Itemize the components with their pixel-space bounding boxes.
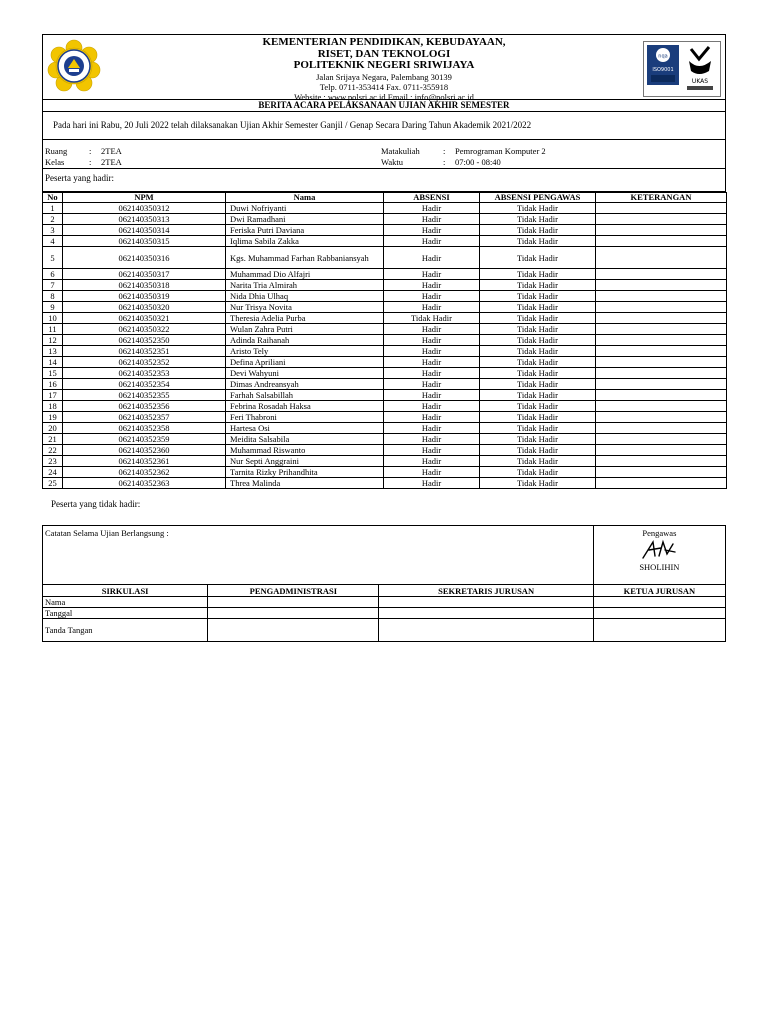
- cell-npm: 062140350315: [63, 236, 226, 247]
- cell-absensi-pengawas: Tidak Hadir: [480, 401, 596, 412]
- letterhead-text: [43, 37, 725, 102]
- cell-absensi: Hadir: [384, 291, 480, 302]
- cell-absensi-pengawas: Tidak Hadir: [480, 467, 596, 478]
- cell-no: 25: [43, 478, 63, 489]
- cell-nama: Nur Septi Anggraini: [226, 456, 384, 467]
- cell-absensi-pengawas: Tidak Hadir: [480, 412, 596, 423]
- colon: :: [89, 146, 92, 156]
- cell-no: 24: [43, 467, 63, 478]
- cell-keterangan: [596, 346, 727, 357]
- cell-no: 21: [43, 434, 63, 445]
- cell-nama: Defina Apriliani: [226, 357, 384, 368]
- cell-nama: Theresia Adelia Purba: [226, 313, 384, 324]
- cell-nama: Nur Trisya Novita: [226, 302, 384, 313]
- cell-nama: Dimas Andreansyah: [226, 379, 384, 390]
- kelas-label: Kelas: [45, 157, 65, 167]
- website-email: Website : www.polsri.ac.id Email : info@polsri.ac.id: [294, 91, 474, 102]
- cell-absensi-pengawas: Tidak Hadir: [480, 390, 596, 401]
- cell-keterangan: [596, 247, 727, 269]
- sirkulasi-header: SIRKULASI: [43, 585, 208, 597]
- table-row: [43, 346, 727, 357]
- cell-npm: 062140350318: [63, 280, 226, 291]
- cell-absensi: Hadir: [384, 247, 480, 269]
- cell-npm: 062140350321: [63, 313, 226, 324]
- colon: :: [89, 157, 92, 167]
- cell-no: 15: [43, 368, 63, 379]
- sirkulasi-row-nama: [43, 597, 726, 608]
- cell-absensi-pengawas: Tidak Hadir: [480, 302, 596, 313]
- cell-no: 19: [43, 412, 63, 423]
- cell-absensi: Hadir: [384, 280, 480, 291]
- cell-nama: Devi Wahyuni: [226, 368, 384, 379]
- cell-absensi: Hadir: [384, 302, 480, 313]
- kelas-row: [45, 157, 122, 167]
- cell-absensi: Hadir: [384, 478, 480, 489]
- cell-nama: Feriska Putri Daviana: [226, 225, 384, 236]
- cell-keterangan: [596, 357, 727, 368]
- sirkulasi-row-tanggal: [43, 608, 726, 619]
- sirkulasi-header-row: [43, 585, 726, 597]
- cell-npm: 062140352358: [63, 423, 226, 434]
- table-row: [43, 478, 727, 489]
- cell-no: 22: [43, 445, 63, 456]
- svg-text:ISO9001: ISO9001: [652, 67, 674, 73]
- cell-keterangan: [596, 324, 727, 335]
- cell-no: 7: [43, 280, 63, 291]
- cell-absensi-pengawas: Tidak Hadir: [480, 291, 596, 302]
- colon: :: [443, 157, 446, 167]
- cell-nama: Duwi Nofriyanti: [226, 203, 384, 214]
- table-row: [43, 390, 727, 401]
- attendance-header-row: [43, 193, 727, 203]
- cell-no: 11: [43, 324, 63, 335]
- exam-info: [42, 140, 726, 169]
- cell-absensi: Hadir: [384, 236, 480, 247]
- pengawas-name: SHOLIHIN: [639, 562, 680, 572]
- cell-absensi-pengawas: Tidak Hadir: [480, 445, 596, 456]
- table-row: [43, 302, 727, 313]
- institution-name: POLITEKNIK NEGERI SRIWIJAYA: [293, 59, 475, 71]
- cell-keterangan: [596, 412, 727, 423]
- cell-absensi-pengawas: Tidak Hadir: [480, 379, 596, 390]
- cell-absensi: Hadir: [384, 346, 480, 357]
- cell-absensi: Hadir: [384, 324, 480, 335]
- address: Jalan Srijaya Negara, Palembang 30139: [316, 71, 452, 82]
- cell-npm: 062140352355: [63, 390, 226, 401]
- cell-no: 3: [43, 225, 63, 236]
- cell-absensi-pengawas: Tidak Hadir: [480, 269, 596, 280]
- cell-keterangan: [596, 203, 727, 214]
- cell-no: 2: [43, 214, 63, 225]
- cell-absensi-pengawas: Tidak Hadir: [480, 203, 596, 214]
- cell-absensi-pengawas: Tidak Hadir: [480, 335, 596, 346]
- svg-text:UKAS: UKAS: [691, 78, 709, 85]
- cell-no: 16: [43, 379, 63, 390]
- table-row: [43, 379, 727, 390]
- cell-nama: Kgs. Muhammad Farhan Rabbaniansyah: [226, 247, 384, 269]
- document-title: BERITA ACARA PELAKSANAAN UJIAN AKHIR SEMESTER: [42, 100, 726, 112]
- cell-absensi: Hadir: [384, 225, 480, 236]
- cell-absensi: Hadir: [384, 467, 480, 478]
- cell-absensi: Hadir: [384, 203, 480, 214]
- kelas-value: 2TEA: [101, 157, 122, 167]
- cell-keterangan: [596, 434, 727, 445]
- table-row: [43, 467, 727, 478]
- cell-keterangan: [596, 302, 727, 313]
- cell-nama: Adinda Raihanah: [226, 335, 384, 346]
- cell-no: 10: [43, 313, 63, 324]
- cell-keterangan: [596, 456, 727, 467]
- cell-absensi: Hadir: [384, 390, 480, 401]
- cell-nama: Meidita Salsabila: [226, 434, 384, 445]
- cell-npm: 062140352357: [63, 412, 226, 423]
- table-row: [43, 280, 727, 291]
- table-row: [43, 401, 727, 412]
- table-row: [43, 313, 727, 324]
- table-row: [43, 214, 727, 225]
- attendance-table: [42, 192, 727, 489]
- empty-cell: [379, 608, 593, 619]
- signature-icon: [639, 538, 679, 562]
- cell-keterangan: [596, 214, 727, 225]
- ministry-line2: RISET, DAN TEKNOLOGI: [317, 47, 451, 60]
- ruang-label: Ruang: [45, 146, 68, 156]
- cell-absensi-pengawas: Tidak Hadir: [480, 346, 596, 357]
- present-label: Peserta yang hadir:: [42, 169, 726, 192]
- cell-keterangan: [596, 478, 727, 489]
- cell-no: 17: [43, 390, 63, 401]
- row-label-tanda-tangan: Tanda Tangan: [43, 619, 208, 642]
- cell-absensi: Hadir: [384, 445, 480, 456]
- col-npm: NPM: [63, 193, 226, 203]
- cell-npm: 062140350314: [63, 225, 226, 236]
- cell-npm: 062140352356: [63, 401, 226, 412]
- empty-cell: [208, 597, 379, 608]
- notes-signature-table: [42, 525, 726, 642]
- table-row: [43, 423, 727, 434]
- cell-absensi-pengawas: Tidak Hadir: [480, 280, 596, 291]
- cell-keterangan: [596, 379, 727, 390]
- cell-no: 1: [43, 203, 63, 214]
- matkul-value: Pemrograman Komputer 2: [455, 146, 546, 156]
- cell-no: 9: [43, 302, 63, 313]
- cell-absensi: Hadir: [384, 214, 480, 225]
- cell-npm: 062140350320: [63, 302, 226, 313]
- cell-nama: Hartesa Osi: [226, 423, 384, 434]
- sekretaris-header: SEKRETARIS JURUSAN: [379, 585, 593, 597]
- cell-npm: 062140350313: [63, 214, 226, 225]
- cell-npm: 062140352350: [63, 335, 226, 346]
- col-absensi: ABSENSI: [384, 193, 480, 203]
- letterhead: [42, 34, 726, 100]
- cell-absensi-pengawas: Tidak Hadir: [480, 214, 596, 225]
- cell-no: 4: [43, 236, 63, 247]
- cell-absensi-pengawas: Tidak Hadir: [480, 236, 596, 247]
- col-no: No: [43, 193, 63, 203]
- cell-absensi: Tidak Hadir: [384, 313, 480, 324]
- waktu-value: 07:00 - 08:40: [455, 157, 501, 167]
- cell-nama: Farhah Salsabillah: [226, 390, 384, 401]
- phone-fax: Telp. 0711-353414 Fax. 0711-355918: [319, 81, 449, 92]
- table-row: [43, 456, 727, 467]
- empty-cell: [593, 608, 725, 619]
- table-row: [43, 368, 727, 379]
- cell-keterangan: [596, 269, 727, 280]
- notes-cell: [43, 526, 594, 585]
- cell-no: 8: [43, 291, 63, 302]
- cell-nama: Feri Thabroni: [226, 412, 384, 423]
- table-row: [43, 203, 727, 214]
- cell-absensi: Hadir: [384, 335, 480, 346]
- cell-no: 23: [43, 456, 63, 467]
- table-row: [43, 445, 727, 456]
- cell-absensi-pengawas: Tidak Hadir: [480, 324, 596, 335]
- cell-keterangan: [596, 313, 727, 324]
- cell-nama: Muhammad Dio Alfajri: [226, 269, 384, 280]
- svg-text:nqa: nqa: [658, 53, 668, 60]
- colon: :: [443, 146, 446, 156]
- cell-keterangan: [596, 291, 727, 302]
- cell-keterangan: [596, 368, 727, 379]
- row-label-nama: Nama: [43, 597, 208, 608]
- cell-absensi: Hadir: [384, 423, 480, 434]
- table-row: [43, 357, 727, 368]
- cell-nama: Dwi Ramadhani: [226, 214, 384, 225]
- col-nama: Nama: [226, 193, 384, 203]
- cell-nama: Iqlima Sabila Zakka: [226, 236, 384, 247]
- waktu-row: [381, 157, 501, 167]
- cell-absensi-pengawas: Tidak Hadir: [480, 247, 596, 269]
- ruang-row: [45, 146, 122, 156]
- ruang-value: 2TEA: [101, 146, 122, 156]
- exam-report-page: [42, 34, 726, 642]
- table-row: [43, 335, 727, 346]
- cell-nama: Threa Malinda: [226, 478, 384, 489]
- attendance-body: [43, 203, 727, 489]
- cell-npm: 062140352354: [63, 379, 226, 390]
- cell-absensi-pengawas: Tidak Hadir: [480, 456, 596, 467]
- cell-npm: 062140350316: [63, 247, 226, 269]
- cell-absensi: Hadir: [384, 368, 480, 379]
- cell-keterangan: [596, 423, 727, 434]
- cell-keterangan: [596, 401, 727, 412]
- table-row: [43, 247, 727, 269]
- cell-npm: 062140352352: [63, 357, 226, 368]
- cell-absensi: Hadir: [384, 269, 480, 280]
- table-row: [43, 434, 727, 445]
- empty-cell: [379, 597, 593, 608]
- matkul-row: [381, 146, 546, 156]
- cell-absensi: Hadir: [384, 401, 480, 412]
- cell-nama: Narita Tria Almirah: [226, 280, 384, 291]
- cell-npm: 062140352361: [63, 456, 226, 467]
- absent-label: Peserta yang tidak hadir:: [51, 499, 141, 509]
- cell-nama: Febrina Rosadah Haksa: [226, 401, 384, 412]
- matkul-label: Matakuliah: [381, 146, 420, 156]
- empty-cell: [593, 597, 725, 608]
- cell-nama: Wulan Zahra Putri: [226, 324, 384, 335]
- ministry-line1: KEMENTERIAN PENDIDIKAN, KEBUDAYAAN,: [262, 36, 506, 48]
- cell-no: 12: [43, 335, 63, 346]
- cell-keterangan: [596, 335, 727, 346]
- cell-no: 13: [43, 346, 63, 357]
- empty-cell: [208, 619, 379, 642]
- cell-keterangan: [596, 236, 727, 247]
- table-row: [43, 291, 727, 302]
- cell-nama: Muhammad Riswanto: [226, 445, 384, 456]
- cell-npm: 062140352363: [63, 478, 226, 489]
- cell-npm: 062140352362: [63, 467, 226, 478]
- cell-absensi: Hadir: [384, 379, 480, 390]
- cell-absensi-pengawas: Tidak Hadir: [480, 313, 596, 324]
- cell-keterangan: [596, 280, 727, 291]
- cell-keterangan: [596, 225, 727, 236]
- cell-absensi-pengawas: Tidak Hadir: [480, 368, 596, 379]
- cell-absensi: Hadir: [384, 357, 480, 368]
- cell-npm: 062140350312: [63, 203, 226, 214]
- col-keterangan: KETERANGAN: [596, 193, 727, 203]
- waktu-label: Waktu: [381, 157, 403, 167]
- sirkulasi-row-tanda-tangan: [43, 619, 726, 642]
- cell-npm: 062140352351: [63, 346, 226, 357]
- cell-no: 14: [43, 357, 63, 368]
- cell-absensi-pengawas: Tidak Hadir: [480, 434, 596, 445]
- empty-cell: [593, 619, 725, 642]
- cell-absensi-pengawas: Tidak Hadir: [480, 478, 596, 489]
- cell-npm: 062140352353: [63, 368, 226, 379]
- empty-cell: [379, 619, 593, 642]
- cell-no: 6: [43, 269, 63, 280]
- cell-absensi-pengawas: Tidak Hadir: [480, 423, 596, 434]
- cell-npm: 062140352359: [63, 434, 226, 445]
- col-absensi-pengawas: ABSENSI PENGAWAS: [480, 193, 596, 203]
- cell-no: 5: [43, 247, 63, 269]
- pengawas-label: Pengawas: [642, 528, 677, 538]
- cell-npm: 062140350317: [63, 269, 226, 280]
- table-row: [43, 225, 727, 236]
- cell-no: 18: [43, 401, 63, 412]
- ketua-header: KETUA JURUSAN: [593, 585, 725, 597]
- pengadministrasi-header: PENGADMINISTRASI: [208, 585, 379, 597]
- cell-absensi: Hadir: [384, 456, 480, 467]
- cell-absensi: Hadir: [384, 434, 480, 445]
- cell-keterangan: [596, 467, 727, 478]
- table-row: [43, 236, 727, 247]
- cell-absensi: Hadir: [384, 412, 480, 423]
- cell-nama: Aristo Tely: [226, 346, 384, 357]
- row-label-tanggal: Tanggal: [43, 608, 208, 619]
- cell-no: 20: [43, 423, 63, 434]
- pengawas-cell: [593, 526, 725, 585]
- cell-absensi-pengawas: Tidak Hadir: [480, 357, 596, 368]
- table-row: [43, 412, 727, 423]
- cell-nama: Nida Dhia Ulhaq: [226, 291, 384, 302]
- cell-absensi-pengawas: Tidak Hadir: [480, 225, 596, 236]
- cell-npm: 062140350322: [63, 324, 226, 335]
- cell-keterangan: [596, 445, 727, 456]
- empty-cell: [208, 608, 379, 619]
- cell-npm: 062140352360: [63, 445, 226, 456]
- notes-label: Catatan Selama Ujian Berlangsung :: [45, 528, 169, 538]
- table-row: [43, 324, 727, 335]
- cell-keterangan: [596, 390, 727, 401]
- cell-nama: Tarnita Rizky Prihandhita: [226, 467, 384, 478]
- iso-ukas-cert-icon: [643, 41, 721, 97]
- intro-statement: Pada hari ini Rabu, 20 Juli 2022 telah dilaksanakan Ujian Akhir Semester Ganjil / Genap Secara Daring Tahun Akademik 2021/2022: [42, 112, 726, 140]
- cell-npm: 062140350319: [63, 291, 226, 302]
- table-row: [43, 269, 727, 280]
